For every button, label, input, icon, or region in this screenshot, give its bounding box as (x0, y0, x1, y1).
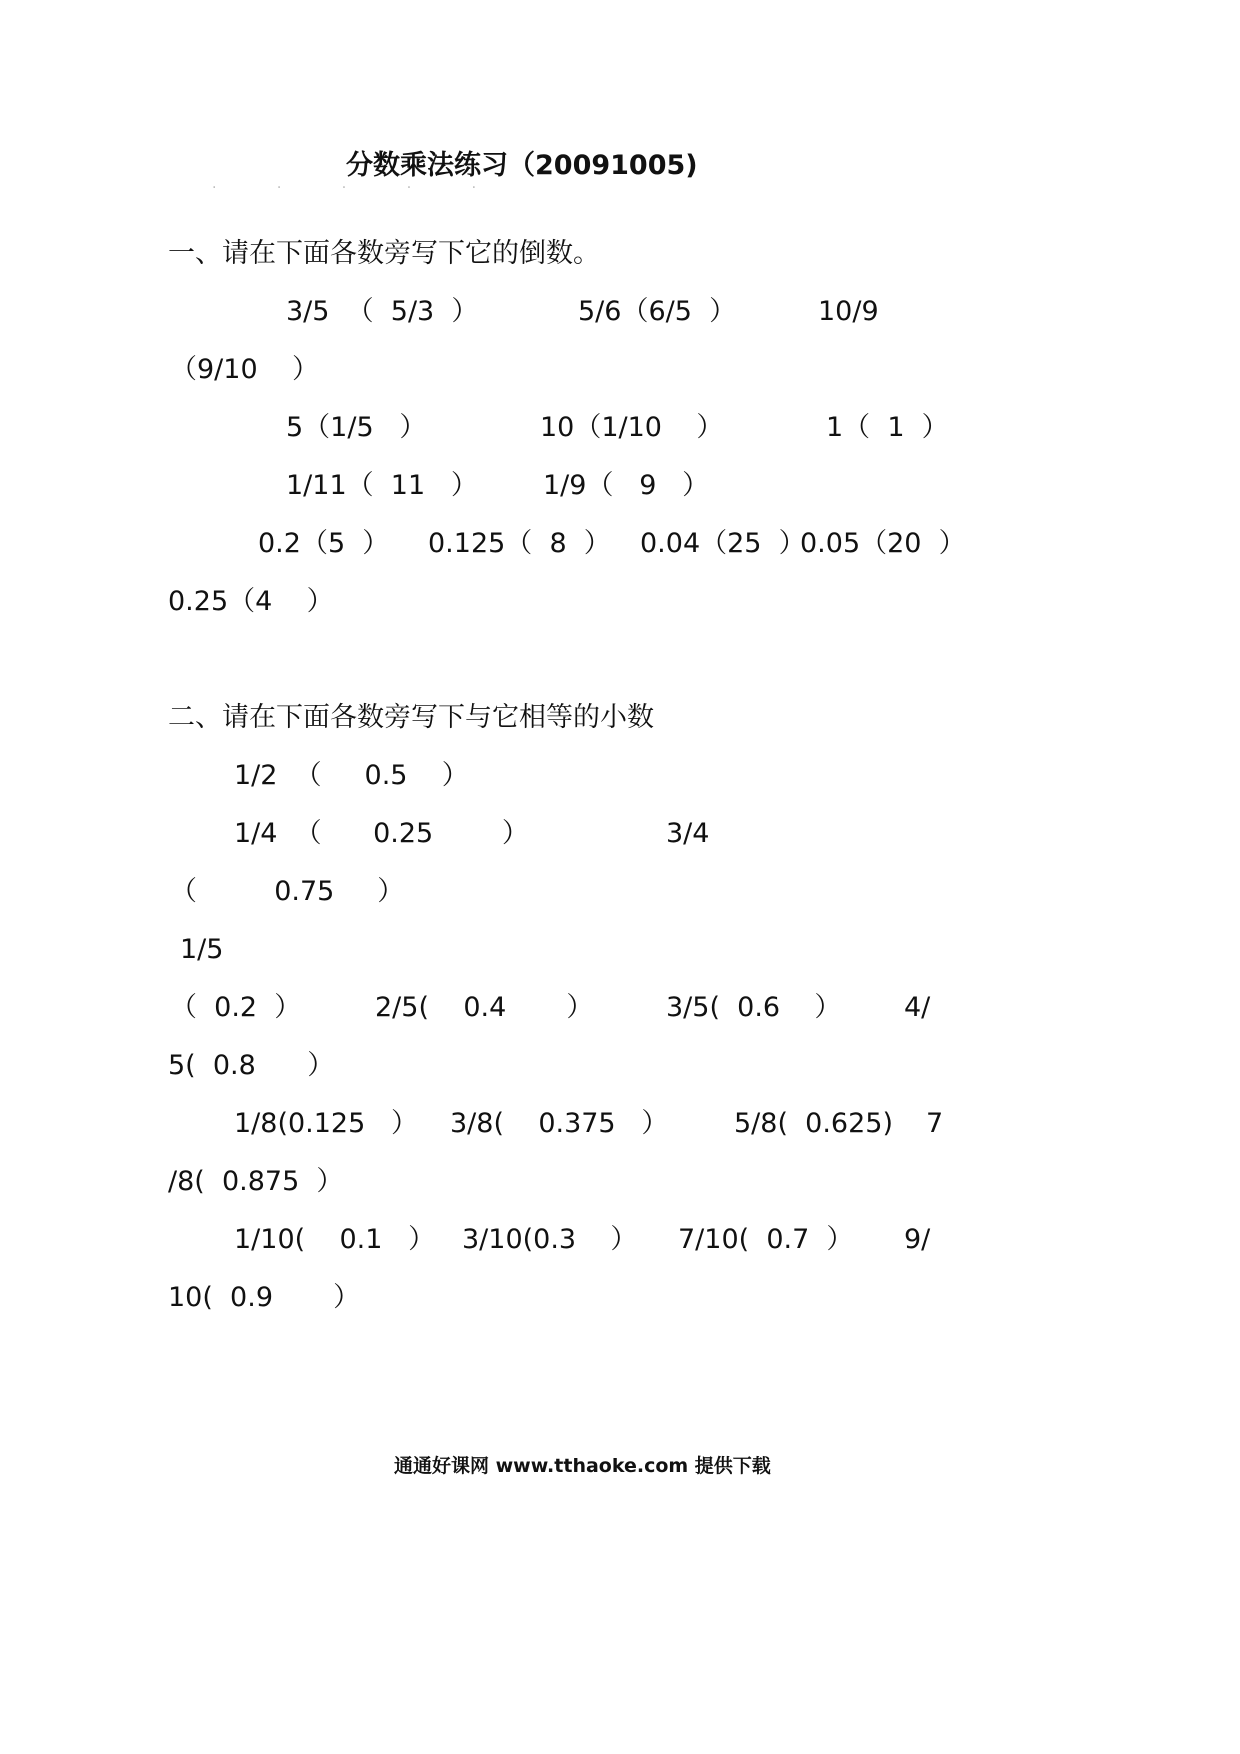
s1-item: 0.04（25 ） (640, 528, 806, 559)
s2-item: 1/10( 0.1 ） (234, 1224, 436, 1255)
s1-item: 3/5 （ 5/3 ） (286, 296, 479, 327)
s2-item: /8( 0.875 ） (168, 1166, 344, 1197)
s1-item: 1/9（ 9 ） (543, 470, 710, 501)
decorative-dots: . . . . . (212, 176, 505, 192)
s2-item: 1/5 (180, 934, 224, 965)
section1-heading: 一、请在下面各数旁写下它的倒数。 (168, 238, 600, 269)
s2-item: 5( 0.8 ） (168, 1050, 335, 1081)
s1-item: 0.25（4 ） (168, 586, 334, 617)
s2-item: 3/10(0.3 ） (462, 1224, 638, 1255)
s1-item: 10/9 (818, 296, 879, 327)
s2-item: 1/2 （ 0.5 ） (234, 760, 469, 791)
s1-item: 5/6（6/5 ） (578, 296, 737, 327)
s1-item: 5（1/5 ） (286, 412, 427, 443)
s2-item: 4/ (904, 992, 931, 1023)
s2-item: 10( 0.9 ） (168, 1282, 361, 1313)
s2-item: （ 0.2 ） (170, 992, 302, 1023)
s1-item: 0.05（20 ） (800, 528, 966, 559)
s2-item: 3/5( 0.6 ） (666, 992, 842, 1023)
page-title: 分数乘法练习（20091005) (346, 150, 698, 181)
s1-item: 10（1/10 ） (540, 412, 724, 443)
s1-item: 1（ 1 ） (826, 412, 949, 443)
s1-item: 0.125（ 8 ） (428, 528, 611, 559)
s2-item: 7 (926, 1108, 944, 1139)
section2-heading: 二、请在下面各数旁写下与它相等的小数 (168, 702, 654, 733)
s2-item: 7/10( 0.7 ） (678, 1224, 854, 1255)
s2-item: 3/4 (666, 818, 710, 849)
s2-item: 2/5( 0.4 ） (375, 992, 594, 1023)
s2-item: 1/8(0.125 ） (234, 1108, 419, 1139)
s2-item: 9/ (904, 1224, 931, 1255)
s2-item: 3/8( 0.375 ） (450, 1108, 669, 1139)
s2-item: （ 0.75 ） (170, 876, 405, 907)
s1-item: （9/10 ） (170, 354, 319, 385)
s1-item: 1/11（ 11 ） (286, 470, 478, 501)
footer-credit: 通通好课网 www.tthaoke.com 提供下载 (394, 1455, 771, 1477)
s2-item: 1/4 （ 0.25 ） (234, 818, 529, 849)
s1-item: 0.2（5 ） (258, 528, 390, 559)
s2-item: 5/8( 0.625) (734, 1108, 893, 1139)
